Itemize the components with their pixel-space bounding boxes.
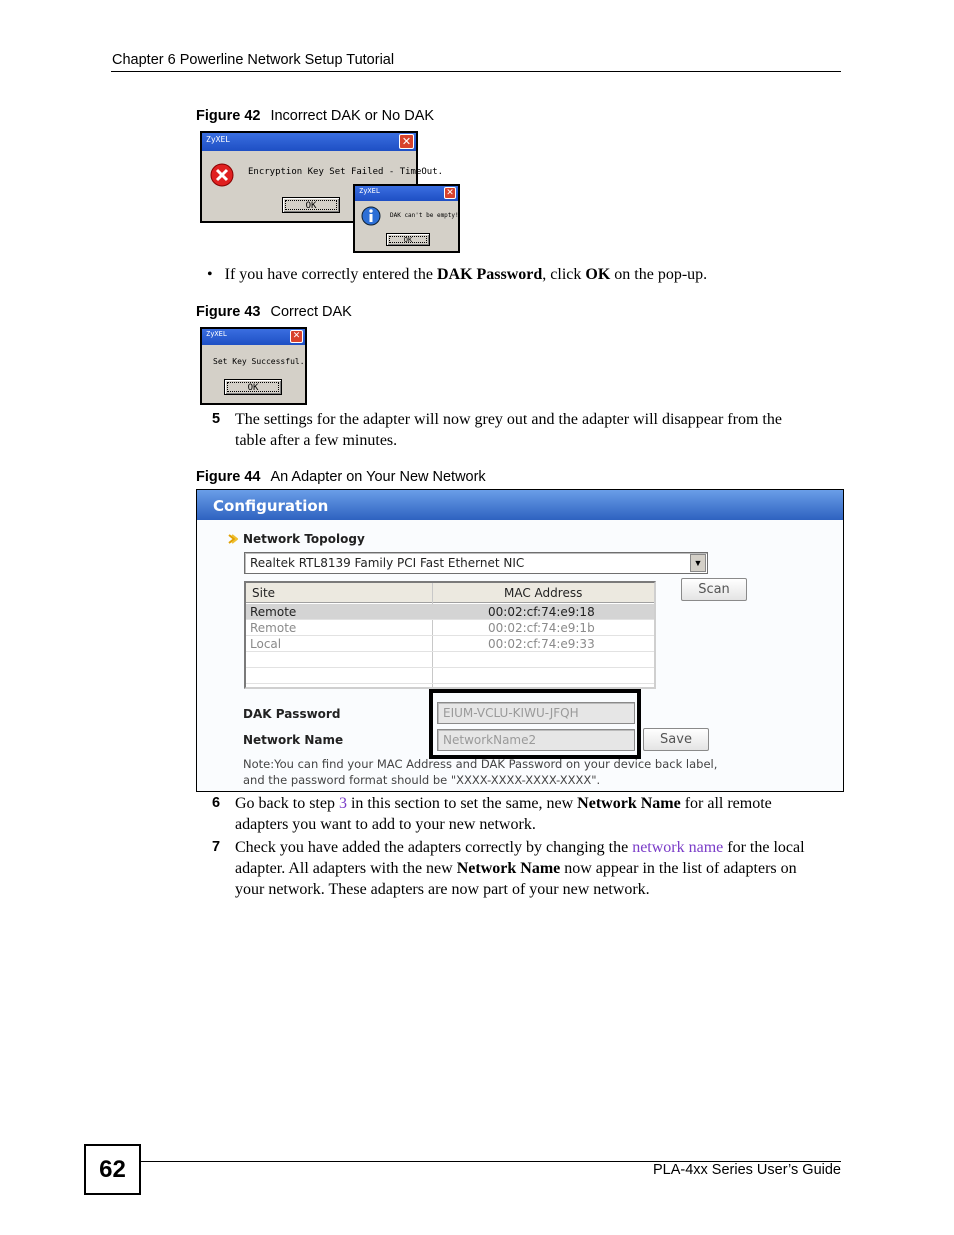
row-site: Remote xyxy=(250,621,297,635)
dialog-title: ZyXEL xyxy=(359,187,381,195)
step-7-post: for the local xyxy=(723,839,805,856)
bullet-text xyxy=(225,266,708,283)
step-6-pre: Go back to step xyxy=(235,795,339,812)
error-icon xyxy=(210,163,234,187)
step-7-network-name: Network Name xyxy=(456,860,561,877)
dialog-titlebar xyxy=(355,186,458,201)
dialog-message: DAK can't be empty! xyxy=(390,212,459,219)
figure-42-label: Figure 42 xyxy=(196,108,261,124)
table-row[interactable] xyxy=(246,620,654,636)
row-site: Local xyxy=(250,637,282,651)
adapter-table-header xyxy=(246,583,654,603)
highlight-box xyxy=(429,689,641,759)
step-7-line-3: your network. These adapters are now part of your new network. xyxy=(235,881,650,898)
step-6-post: for all remote xyxy=(680,795,772,812)
bullet-ok: OK xyxy=(585,266,611,283)
configuration-title: Configuration xyxy=(213,497,329,515)
figure-44-caption-text: An Adapter on Your New Network xyxy=(270,469,486,485)
figure-43-label: Figure 43 xyxy=(196,304,261,320)
column-header-mac: MAC Address xyxy=(504,586,583,600)
network-topology-label: Network Topology xyxy=(243,532,365,546)
dak-password-label: DAK Password xyxy=(243,707,341,721)
row-mac: 00:02:cf:74:e9:1b xyxy=(488,621,595,635)
table-row-empty xyxy=(246,668,654,684)
dialog-message: Encryption Key Set Failed - TimeOut. xyxy=(248,167,444,177)
row-site: Remote xyxy=(250,605,297,619)
dak-password-field[interactable]: EIUM-VCLU-KIWU-JFQH xyxy=(437,702,635,724)
step-3-link[interactable]: 3 xyxy=(338,795,347,812)
chapter-header: Chapter 6 Powerline Network Setup Tutorial xyxy=(112,52,395,68)
dialog-title: ZyXEL xyxy=(206,330,228,338)
configuration-header xyxy=(197,490,843,520)
save-button[interactable]: Save xyxy=(643,728,709,751)
step-6-text xyxy=(235,793,772,835)
adapter-table xyxy=(244,581,656,689)
step-5-line-1: The settings for the adapter will now grey out and the adapter will disappear from the xyxy=(235,411,782,428)
column-header-site: Site xyxy=(252,586,276,600)
table-row-empty xyxy=(246,652,654,668)
chevron-down-icon[interactable]: ▼ xyxy=(690,554,706,572)
ok-button[interactable] xyxy=(386,233,430,246)
ok-button-label: OK xyxy=(389,236,427,243)
table-row[interactable] xyxy=(246,604,654,620)
network-name-label: Network Name xyxy=(243,733,344,747)
ok-button[interactable] xyxy=(224,379,282,395)
step-6-line-1 xyxy=(235,793,772,814)
step-5-number: 5 xyxy=(212,411,221,427)
network-name-field[interactable]: NetworkName2 xyxy=(437,729,635,751)
ok-button-label: OK xyxy=(227,382,279,392)
close-icon[interactable]: ✕ xyxy=(290,330,303,343)
success-dialog xyxy=(200,327,307,405)
figure-42-caption-text: Incorrect DAK or No DAK xyxy=(270,108,435,124)
info-icon xyxy=(361,206,381,226)
figure-44-caption xyxy=(196,469,486,485)
step-7-pre: Check you have added the adapters correctly by changing the xyxy=(235,839,633,856)
dialog-message: Set Key Successful. xyxy=(213,357,305,366)
bullet-mark: • xyxy=(207,266,213,283)
bullet-item xyxy=(207,264,707,285)
step-7-line-2 xyxy=(235,858,805,879)
step-5-line-2: table after a few minutes. xyxy=(235,432,398,449)
dialog-title: ZyXEL xyxy=(206,135,231,144)
step-6-number: 6 xyxy=(212,795,221,811)
network-name-link[interactable]: network name xyxy=(632,839,724,856)
note-line-1: Note:You can find your MAC Address and DAK Password on your device back label, xyxy=(243,757,718,771)
bullet-text-post: on the pop-up. xyxy=(610,266,708,283)
step-5-text xyxy=(235,409,782,451)
nic-dropdown-value: Realtek RTL8139 Family PCI Fast Ethernet NIC xyxy=(250,556,525,570)
table-row[interactable] xyxy=(246,636,654,652)
row-mac: 00:02:cf:74:e9:18 xyxy=(488,605,595,619)
step-6-mid: in this section to set the same, new xyxy=(346,795,578,812)
figure-43-caption xyxy=(196,304,352,320)
figure-43-caption-text: Correct DAK xyxy=(270,304,352,320)
step-7-line-2-pre: adapter. All adapters with the new xyxy=(235,860,457,877)
step-7-line-1 xyxy=(235,837,805,858)
page-number: 62 xyxy=(84,1144,141,1195)
ok-button-label: OK xyxy=(285,200,337,210)
step-6-line-2: adapters you want to add to your new network. xyxy=(235,816,536,833)
nic-dropdown[interactable] xyxy=(244,552,708,574)
step-7-line-2-post: now appear in the list of adapters on xyxy=(560,860,797,877)
close-icon[interactable]: ✕ xyxy=(399,134,414,149)
scan-button[interactable]: Scan xyxy=(681,578,747,601)
row-mac: 00:02:cf:74:e9:33 xyxy=(488,637,595,651)
dialog-titlebar xyxy=(202,133,416,151)
figure-44-label: Figure 44 xyxy=(196,469,261,485)
note-line-2: and the password format should be "XXXX-XXXX-XXXX-XXXX". xyxy=(243,773,601,787)
dialog-titlebar xyxy=(202,329,305,345)
step-7-number: 7 xyxy=(212,839,221,855)
configuration-screenshot xyxy=(196,489,844,792)
arrow-bullet-icon xyxy=(228,533,238,545)
guide-title: PLA-4xx Series User’s Guide xyxy=(652,1162,841,1178)
close-icon[interactable]: ✕ xyxy=(444,187,456,199)
step-6-network-name: Network Name xyxy=(577,795,681,812)
bullet-text-pre: If you have correctly entered the xyxy=(224,266,437,283)
bullet-text-mid: , click xyxy=(542,266,586,283)
figure-42-caption xyxy=(196,108,434,124)
error-dialog-empty-dak xyxy=(353,184,460,253)
step-7-text xyxy=(235,837,805,900)
header-rule xyxy=(111,71,841,72)
ok-button[interactable] xyxy=(282,197,340,213)
bullet-dak-password: DAK Password xyxy=(436,266,543,283)
